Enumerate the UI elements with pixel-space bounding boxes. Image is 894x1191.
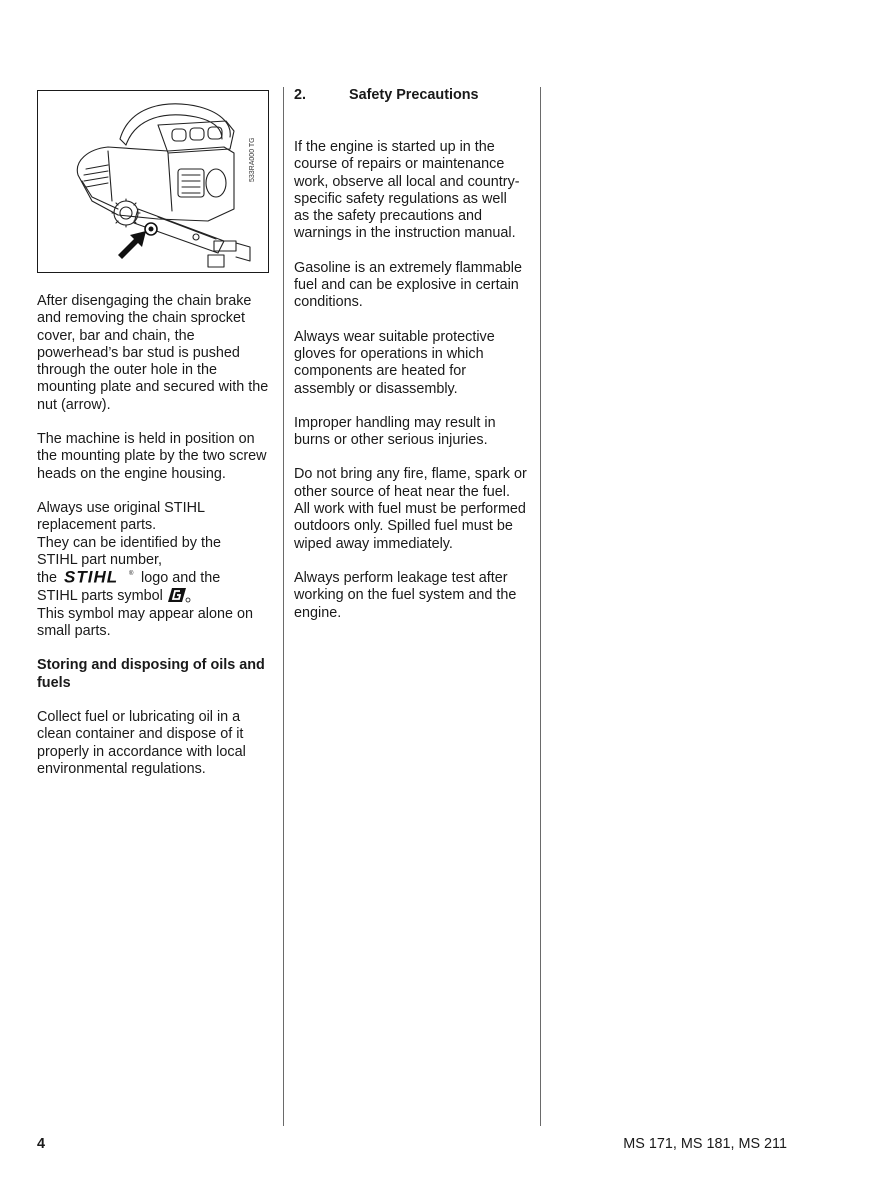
paragraph-original-parts: Always use original STIHL replacement parts. They can be identified by the STIHL part number, <box>37 499 222 568</box>
paragraph-leakage-test: Always perform leakage test after working on the fuel system and the engine. <box>294 569 517 621</box>
arrow-indicator <box>118 231 146 259</box>
paragraph-gloves: Always wear suitable protective gloves for operations in which components are heated for assembly or disassembly. <box>294 328 495 397</box>
paragraph-symbol-small-parts: This symbol may appear alone on small parts. <box>37 605 253 640</box>
logo-line <box>37 569 277 587</box>
left-column <box>37 293 277 778</box>
page-number: 4 <box>37 1136 46 1152</box>
paragraph-fire: Do not bring any fire, flame, spark or other source of heat near the fuel. All work with fuel must be performed outdoors only. Spilled fuel must be wiped away immediately. <box>294 466 527 552</box>
paragraph-disposal: Collect fuel or lubricating oil in a clean container and dispose of it properly in accordance with local environmental regulations. <box>37 708 246 777</box>
stihl-logo <box>63 569 135 585</box>
paragraph-engine-start: If the engine is started up in the course of repairs or maintenance work, observe all local and country- specific safety regulations as well as the safety precautions and warnings in the instruction manual. <box>294 139 520 242</box>
column-divider-left <box>283 87 284 1126</box>
stihl-logo-mark: ® <box>129 571 134 578</box>
chainsaw-illustration <box>37 90 269 273</box>
logo-line-the: the <box>37 570 58 587</box>
paragraph-mounting-plate: The machine is held in position on the mounting plate by the two screw heads on the engine housing. <box>37 431 267 482</box>
figure-code: 533RA000 TG <box>249 137 256 182</box>
paragraph-handling: Improper handling may result in burns or other serious injuries. <box>294 414 496 449</box>
subheading-oils-fuels: Storing and disposing of oils and fuels <box>37 657 265 691</box>
stihl-logo-text: STIHL <box>64 569 119 586</box>
section-number: 2. <box>294 87 307 103</box>
column-divider-right <box>540 87 541 1126</box>
right-column <box>294 139 534 622</box>
paragraph-gasoline: Gasoline is an extremely flammable fuel and can be explosive in certain conditions. <box>294 259 522 311</box>
symbol-line-text: STIHL parts symbol <box>37 588 163 605</box>
chainsaw-drawing <box>38 91 269 273</box>
symbol-line <box>37 587 277 605</box>
paragraph-bar-stud: After disengaging the chain brake and removing the chain sprocket cover, bar and chain, the powerhead’s bar stud is pushed through the outer hole in the mounting plate and secured with the nut (arrow). <box>37 293 269 413</box>
model-list: MS 171, MS 181, MS 211 <box>623 1136 787 1152</box>
section-title: Safety Precautions <box>349 87 479 103</box>
stihl-parts-symbol-icon <box>167 587 191 603</box>
logo-line-after: logo and the <box>141 570 221 587</box>
